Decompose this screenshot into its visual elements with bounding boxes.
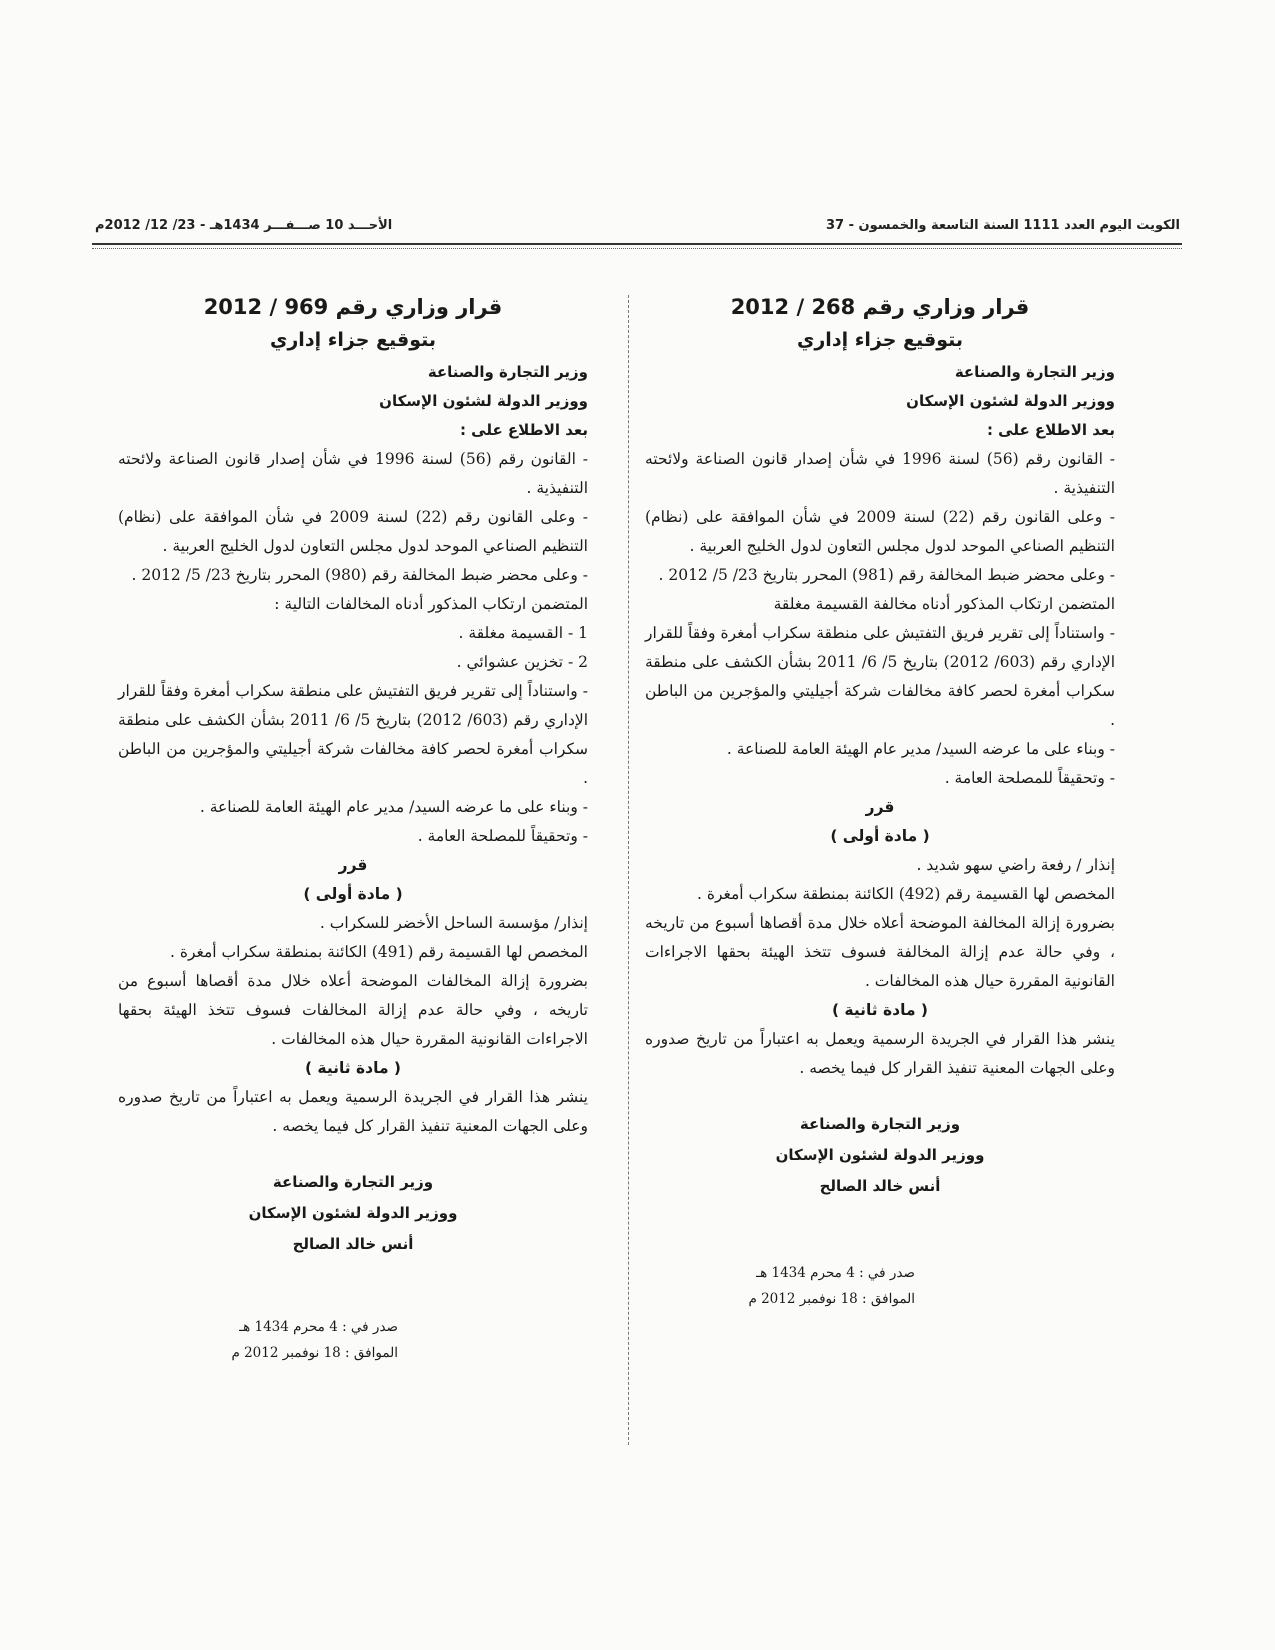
article-text: ينشر هذا القرار في الجريدة الرسمية ويعمل به اعتباراً من تاريخ صدوره وعلى الجهات المعنية تنفيذ القرار كل فيما يخصه . xyxy=(118,1088,588,1135)
column-divider xyxy=(628,295,629,1445)
issued-date: صدر في : 4 محرم 1434 هـ xyxy=(756,1265,915,1281)
signature-line: وزير التجارة والصناعة xyxy=(272,1173,434,1191)
recital: المتضمن ارتكاب المذكور أدناه مخالفة القسيمة مغلقة xyxy=(773,595,1115,613)
decree-969-column xyxy=(118,290,588,1366)
article-heading: ( مادة ثانية ) xyxy=(304,1059,402,1077)
recital: - وعلى القانون رقم (22) لسنة 2009 في شأن الموافقة على (نظام) التنظيم الصناعي الموحد لدول مجلس التعاون لدول الخليج العربية . xyxy=(118,508,588,555)
recital: - وبناء على ما عرضه السيد/ مدير عام الهيئة العامة للصناعة . xyxy=(726,740,1115,758)
decree-subtitle: بتوقيع جزاء إداري xyxy=(269,329,437,351)
preamble: بعد الاطلاع على : xyxy=(986,421,1115,439)
corresponding-date: الموافق : 18 نوفمبر 2012 م xyxy=(231,1345,398,1361)
decided-heading: قرر xyxy=(338,856,368,874)
header-issue-info: الكويت اليوم العدد 1111 السنة التاسعة والخمسون - 37 xyxy=(825,217,1180,233)
recital: 2 - تخزين عشوائي . xyxy=(456,653,588,671)
article-line: المخصص لها القسيمة رقم (492) الكائنة بمنطقة سكراب أمغرة . xyxy=(696,885,1115,903)
article-text: ينشر هذا القرار في الجريدة الرسمية ويعمل به اعتباراً من تاريخ صدوره وعلى الجهات المعنية تنفيذ القرار كل فيما يخصه . xyxy=(645,1030,1115,1077)
decree-subtitle: بتوقيع جزاء إداري xyxy=(796,329,964,351)
article-heading: ( مادة ثانية ) xyxy=(831,1001,929,1019)
decree-title: قرار وزاري رقم 268 / 2012 xyxy=(730,295,1030,319)
running-header xyxy=(95,210,1180,240)
issuer-title: وزير التجارة والصناعة xyxy=(427,363,588,381)
article-heading: ( مادة أولى ) xyxy=(303,885,403,903)
signatory-name: أنس خالد الصالح xyxy=(292,1235,414,1253)
recital: - وعلى القانون رقم (22) لسنة 2009 في شأن الموافقة على (نظام) التنظيم الصناعي الموحد لدول مجلس التعاون لدول الخليج العربية . xyxy=(645,508,1115,555)
article-line: إنذار/ مؤسسة الساحل الأخضر للسكراب . xyxy=(319,914,588,932)
article-line: بضرورة إزالة المخالفة الموضحة أعلاه خلال مدة أقصاها أسبوع من تاريخه ، وفي حالة عدم إزالة المخالفة فسوف تتخذ الهيئة بحقها الاجراءات القانونية المقررة حيال هذه المخالفات . xyxy=(645,914,1115,990)
signature-line: وزير التجارة والصناعة xyxy=(799,1115,961,1133)
article-heading: ( مادة أولى ) xyxy=(830,827,930,845)
recital: - وعلى محضر ضبط المخالفة رقم (980) المحرر بتاريخ 23/ 5/ 2012 . xyxy=(131,566,588,584)
article-line: إنذار / رفعة راضي سهو شديد . xyxy=(916,856,1115,874)
header-rule xyxy=(92,243,1182,249)
issuer-title: ووزير الدولة لشئون الإسكان xyxy=(379,392,588,410)
issue-date-block xyxy=(118,1314,588,1366)
article-line: بضرورة إزالة المخالفات الموضحة أعلاه خلال مدة أقصاها أسبوع من تاريخه ، وفي حالة عدم إزالة المخالفات فسوف تتخذ الهيئة بحقها الاجراءات القانونية المقررة حيال هذه المخالفات . xyxy=(118,972,588,1048)
decree-title: قرار وزاري رقم 969 / 2012 xyxy=(203,295,503,319)
recital: - واستناداً إلى تقرير فريق التفتيش على منطقة سكراب أمغرة وفقاً للقرار الإداري رقم (603/ 2012) بتاريخ 5/ 6/ 2011 بشأن الكشف على منطقة سكراب أمغرة لحصر كافة مخالفات شركة أجيليتي والمؤجرين من الباطن . xyxy=(118,682,589,787)
decided-heading: قرر xyxy=(865,798,895,816)
decree-268-column xyxy=(645,290,1115,1312)
issuer-title: وزير التجارة والصناعة xyxy=(954,363,1115,381)
recital: - القانون رقم (56) لسنة 1996 في شأن إصدار قانون الصناعة ولائحته التنفيذية . xyxy=(645,450,1115,497)
recital: - القانون رقم (56) لسنة 1996 في شأن إصدار قانون الصناعة ولائحته التنفيذية . xyxy=(118,450,588,497)
corresponding-date: الموافق : 18 نوفمبر 2012 م xyxy=(748,1291,915,1307)
recital: - وتحقيقاً للمصلحة العامة . xyxy=(417,827,588,845)
preamble: بعد الاطلاع على : xyxy=(459,421,588,439)
recital: 1 - القسيمة مغلقة . xyxy=(458,624,588,642)
issuer-title: ووزير الدولة لشئون الإسكان xyxy=(906,392,1115,410)
signatory-name: أنس خالد الصالح xyxy=(819,1177,941,1195)
recital: - وتحقيقاً للمصلحة العامة . xyxy=(944,769,1115,787)
signature-line: ووزير الدولة لشئون الإسكان xyxy=(248,1204,458,1222)
header-date: الأحـــد 10 صـــفـــر 1434هـ - 23/ 12/ 2012م xyxy=(95,217,393,233)
recital: - وبناء على ما عرضه السيد/ مدير عام الهيئة العامة للصناعة . xyxy=(199,798,588,816)
signature-block xyxy=(645,1109,1115,1202)
recital: - واستناداً إلى تقرير فريق التفتيش على منطقة سكراب أمغرة وفقاً للقرار الإداري رقم (603/ 2012) بتاريخ 5/ 6/ 2011 بشأن الكشف على منطقة سكراب أمغرة لحصر كافة مخالفات شركة أجيليتي والمؤجرين من الباطن . xyxy=(645,624,1116,729)
article-line: المخصص لها القسيمة رقم (491) الكائنة بمنطقة سكراب أمغرة . xyxy=(169,943,588,961)
issue-date-block xyxy=(645,1260,1115,1312)
signature-line: ووزير الدولة لشئون الإسكان xyxy=(775,1146,985,1164)
recital: المتضمن ارتكاب المذكور أدناه المخالفات التالية : xyxy=(274,595,588,613)
signature-block xyxy=(118,1167,588,1260)
recital: - وعلى محضر ضبط المخالفة رقم (981) المحرر بتاريخ 23/ 5/ 2012 . xyxy=(658,566,1115,584)
issued-date: صدر في : 4 محرم 1434 هـ xyxy=(239,1319,398,1335)
